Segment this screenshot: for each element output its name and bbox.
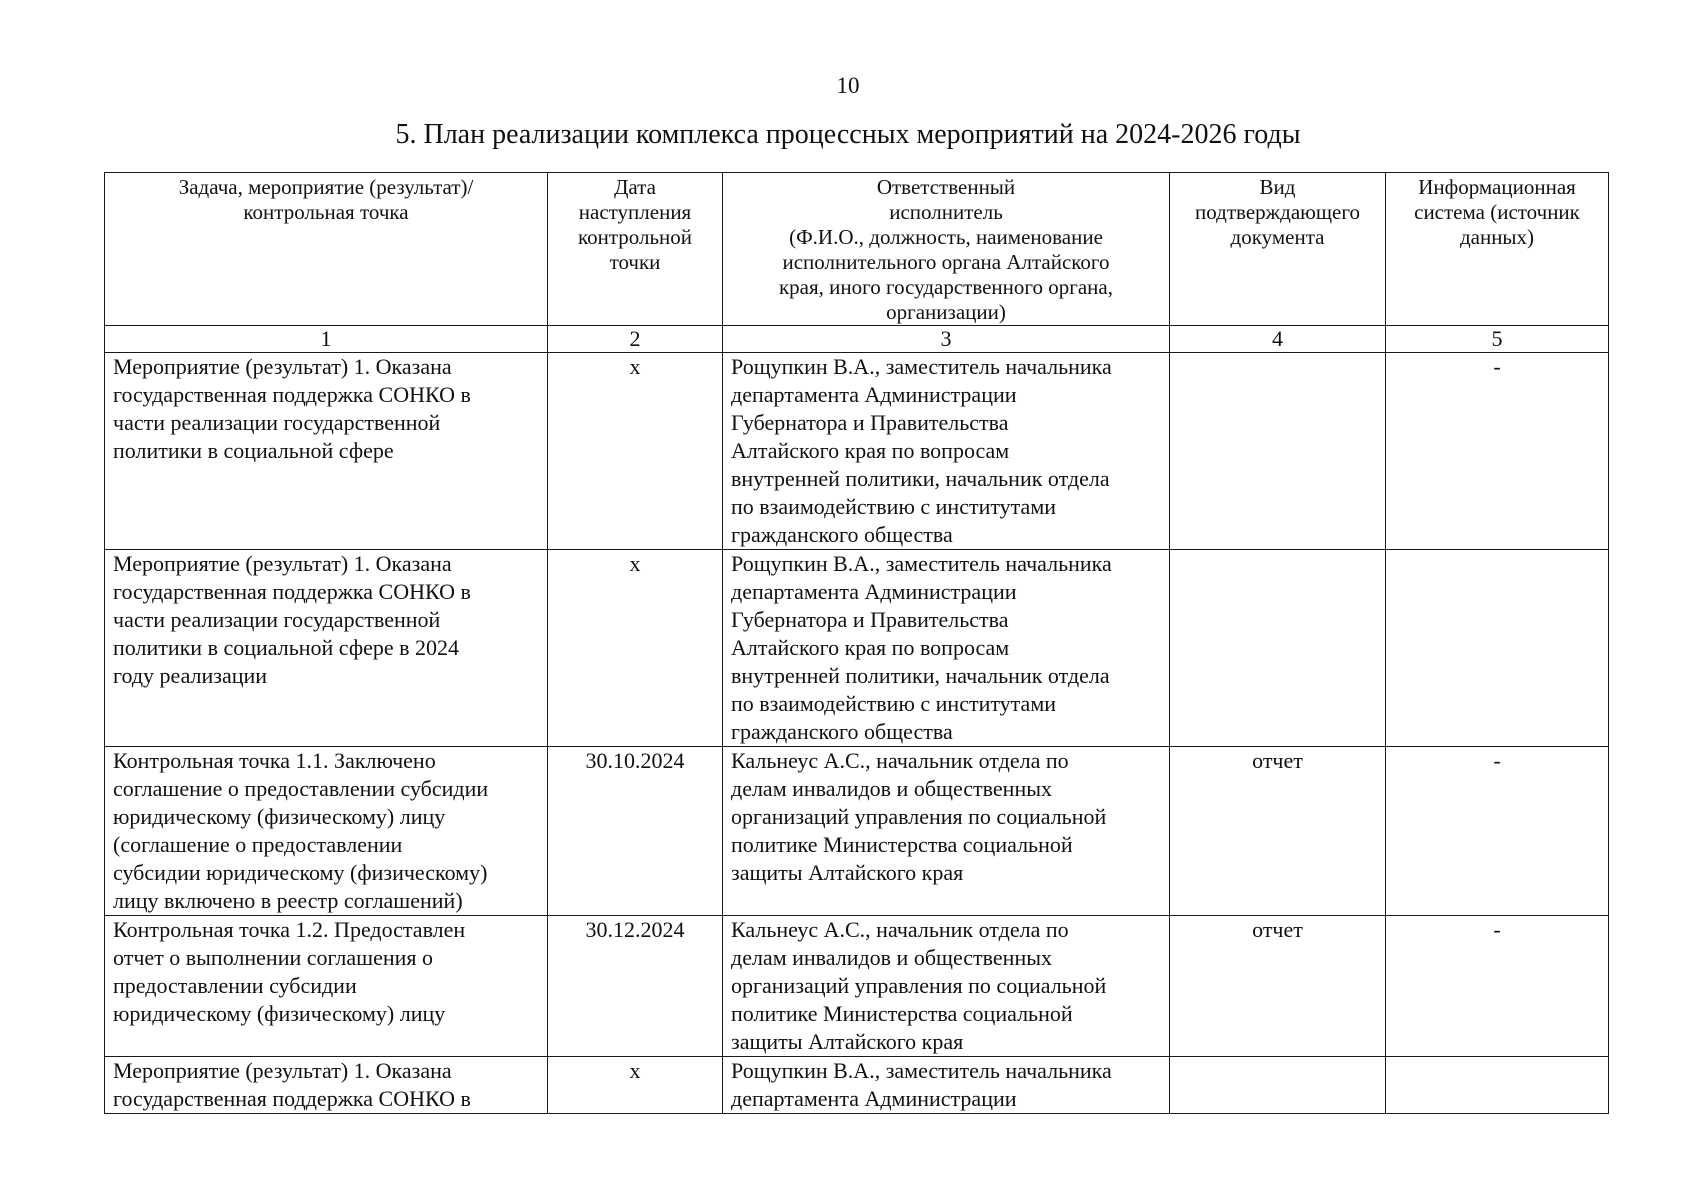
cell-system <box>1386 1057 1609 1114</box>
header-task: Задача, мероприятие (результат)/ контрольная точка <box>105 173 548 326</box>
column-number: 4 <box>1170 326 1386 353</box>
cell-responsible: Рощупкин В.А., заместитель начальника департамента Администрации Губернатора и Правительства Алтайского края по вопросам внутренней политики, начальник отдела по взаимодействию с институтами гражданского общества <box>723 550 1170 747</box>
table-header-row <box>105 173 1609 326</box>
cell-system: - <box>1386 747 1609 916</box>
column-number: 2 <box>548 326 723 353</box>
cell-responsible: Кальнеус А.С., начальник отдела по делам инвалидов и общественных организаций управления по социальной политике Министерства социальной защиты Алтайского края <box>723 916 1170 1057</box>
table-row <box>105 550 1609 747</box>
cell-document <box>1170 353 1386 550</box>
header-responsible: Ответственный исполнитель (Ф.И.О., должность, наименование исполнительного органа Алтайского края, иного государственного органа, организации) <box>723 173 1170 326</box>
column-number: 3 <box>723 326 1170 353</box>
column-number: 5 <box>1386 326 1609 353</box>
cell-document: отчет <box>1170 916 1386 1057</box>
cell-task: Мероприятие (результат) 1. Оказана государственная поддержка СОНКО в <box>105 1057 548 1114</box>
column-number-row <box>105 326 1609 353</box>
cell-date: х <box>548 1057 723 1114</box>
header-system: Информационная система (источник данных) <box>1386 173 1609 326</box>
cell-document: отчет <box>1170 747 1386 916</box>
cell-system <box>1386 550 1609 747</box>
table-row <box>105 353 1609 550</box>
implementation-plan-table <box>104 172 1609 1114</box>
cell-responsible: Рощупкин В.А., заместитель начальника департамента Администрации <box>723 1057 1170 1114</box>
cell-system: - <box>1386 916 1609 1057</box>
cell-system: - <box>1386 353 1609 550</box>
header-date: Дата наступления контрольной точки <box>548 173 723 326</box>
header-document: Вид подтверждающего документа <box>1170 173 1386 326</box>
cell-date: 30.10.2024 <box>548 747 723 916</box>
cell-responsible: Кальнеус А.С., начальник отдела по делам инвалидов и общественных организаций управления по социальной политике Министерства социальной защиты Алтайского края <box>723 747 1170 916</box>
cell-date: 30.12.2024 <box>548 916 723 1057</box>
cell-task: Мероприятие (результат) 1. Оказана государственная поддержка СОНКО в части реализации государственной политики в социальной сфере в 2024 году реализации <box>105 550 548 747</box>
document-title: 5. План реализации комплекса процессных мероприятий на 2024-2026 годы <box>395 119 1301 150</box>
cell-responsible: Рощупкин В.А., заместитель начальника департамента Администрации Губернатора и Правительства Алтайского края по вопросам внутренней политики, начальник отдела по взаимодействию с институтами гражданского общества <box>723 353 1170 550</box>
cell-date: х <box>548 353 723 550</box>
page-number: 10 <box>836 73 860 98</box>
table-row <box>105 916 1609 1057</box>
cell-date: х <box>548 550 723 747</box>
column-number: 1 <box>105 326 548 353</box>
table-row <box>105 747 1609 916</box>
cell-document <box>1170 1057 1386 1114</box>
cell-document <box>1170 550 1386 747</box>
cell-task: Мероприятие (результат) 1. Оказана государственная поддержка СОНКО в части реализации государственной политики в социальной сфере <box>105 353 548 550</box>
table-row <box>105 1057 1609 1114</box>
cell-task: Контрольная точка 1.2. Предоставлен отчет о выполнении соглашения о предоставлении субсидии юридическому (физическому) лицу <box>105 916 548 1057</box>
cell-task: Контрольная точка 1.1. Заключено соглашение о предоставлении субсидии юридическому (физическому) лицу (соглашение о предоставлении субсидии юридическому (физическому) лицу включено в реестр соглашений) <box>105 747 548 916</box>
